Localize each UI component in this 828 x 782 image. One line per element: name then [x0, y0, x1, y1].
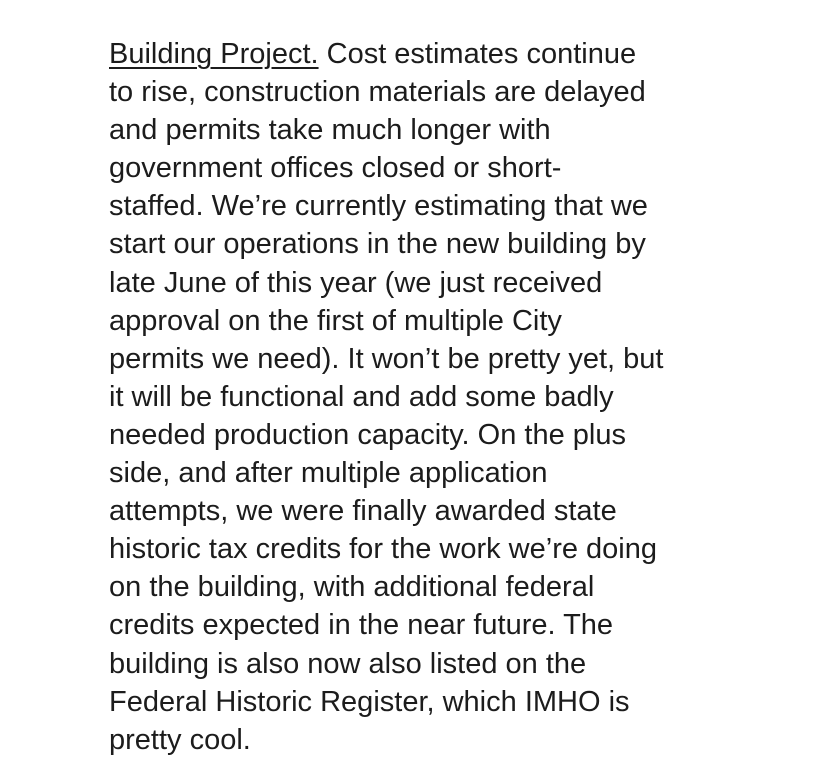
text-line-13: attempts, we were finally awarded state: [109, 495, 617, 528]
text-line-11: needed production capacity. On the plus: [109, 418, 626, 451]
text-line-5: staffed. We’re currently estimating that we: [109, 190, 648, 223]
text-line-2: to rise, construction materials are delayed: [109, 76, 646, 109]
document-body: [109, 35, 749, 759]
text-line-8: approval on the first of multiple City: [109, 304, 562, 337]
text-line-17: building is also now also listed on the: [109, 647, 587, 680]
text-line-12: side, and after multiple application: [109, 457, 548, 490]
text-line-6: start our operations in the new building by: [109, 228, 646, 261]
text-line-18: Federal Historic Register, which IMHO is: [109, 685, 630, 718]
text-line-1: [109, 35, 749, 73]
text-line-1-rest: Cost estimates continue: [318, 38, 637, 70]
text-line-15: on the building, with additional federal: [109, 571, 595, 604]
section-heading: Building Project.: [109, 38, 319, 70]
text-line-14: historic tax credits for the work we’re doing: [109, 533, 657, 566]
text-line-9: permits we need). It won’t be pretty yet, but: [109, 342, 664, 375]
text-line-19: pretty cool.: [109, 723, 251, 756]
text-line-16: credits expected in the near future. The: [109, 609, 614, 642]
text-line-4: government offices closed or short-: [109, 152, 562, 185]
text-line-3: and permits take much longer with: [109, 114, 551, 147]
text-line-7: late June of this year (we just received: [109, 266, 603, 299]
text-line-10: it will be functional and add some badly: [109, 380, 614, 413]
